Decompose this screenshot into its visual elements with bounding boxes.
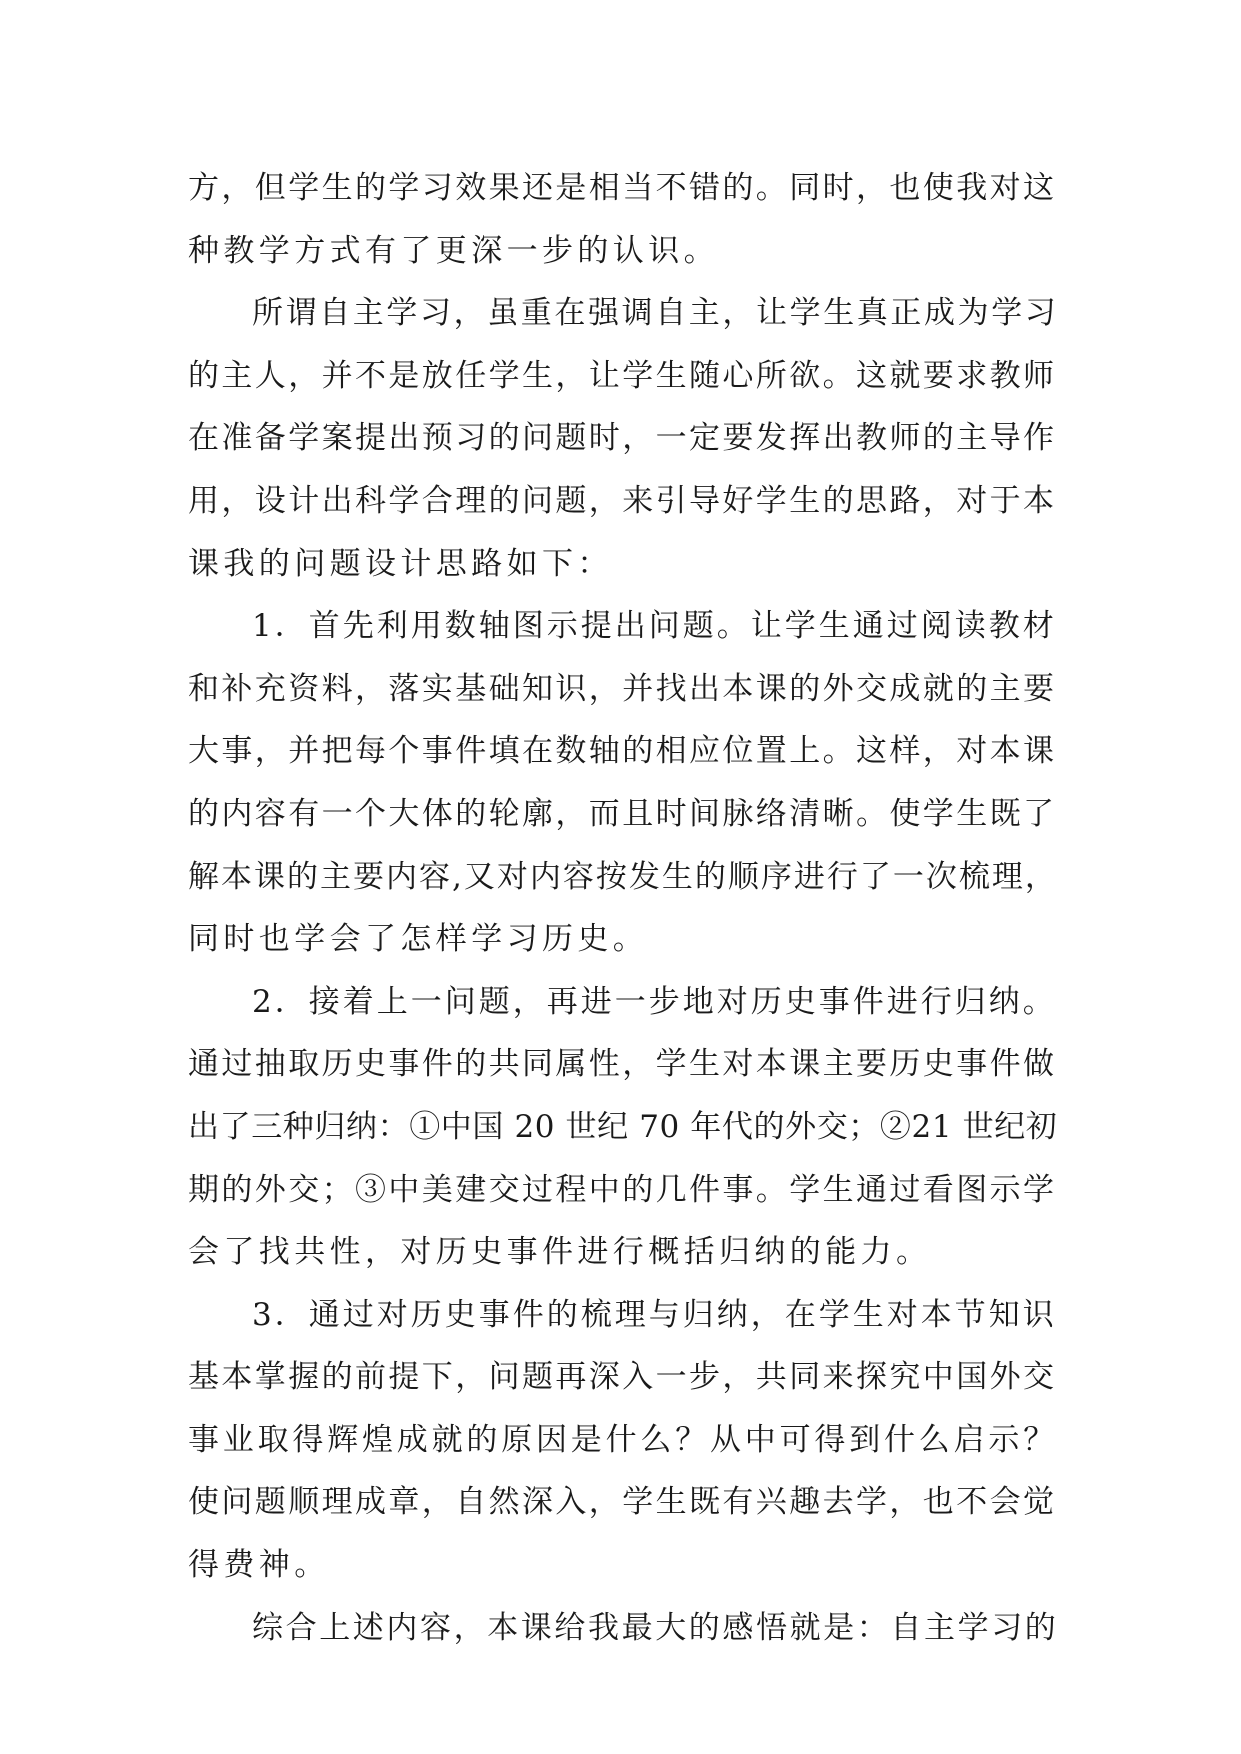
text-line: 通过抽取历史事件的共同属性，学生对本课主要历史事件做 [188, 1046, 1057, 1083]
text-line: 用，设计出科学合理的问题，来引导好学生的思路，对于本 [188, 482, 1057, 519]
text-line: 同时也学会了怎样学习历史。 [188, 921, 649, 958]
text-line: 出了三种归纳：①中国 20 世纪 70 年代的外交；②21 世纪初 [188, 1108, 1058, 1145]
text-line: 会了找共性，对历史事件进行概括归纳的能力。 [188, 1234, 932, 1271]
text-line: 基本掌握的前提下，问题再深入一步，共同来探究中国外交 [188, 1359, 1057, 1396]
text-line: 综合上述内容，本课给我最大的感悟就是：自主学习的 [252, 1609, 1059, 1646]
text-line: 3．通过对历史事件的梳理与归纳，在学生对本节知识 [252, 1296, 1057, 1333]
text-line: 得费神。 [188, 1547, 330, 1584]
text-line: 的主人，并不是放任学生，让学生随心所欲。这就要求教师 [188, 357, 1057, 394]
text-column [188, 157, 1058, 1659]
text-line: 1．首先利用数轴图示提出问题。让学生通过阅读教材 [252, 608, 1057, 645]
text-line: 事业取得辉煌成就的原因是什么？从中可得到什么启示？ [188, 1421, 1058, 1458]
text-line: 种教学方式有了更深一步的认识。 [188, 232, 719, 269]
text-line: 的内容有一个大体的轮廓，而且时间脉络清晰。使学生既了 [188, 795, 1057, 832]
text-line: 和补充资料，落实基础知识，并找出本课的外交成就的主要 [188, 670, 1057, 707]
text-line: 课我的问题设计思路如下： [188, 545, 613, 582]
text-line: 方，但学生的学习效果还是相当不错的。同时，也使我对这 [188, 170, 1057, 206]
text-line: 在准备学案提出预习的问题时，一定要发挥出教师的主导作 [188, 420, 1057, 457]
text-line: 解本课的主要内容,又对内容按发生的顺序进行了一次梳理， [188, 858, 1058, 895]
text-line: 所谓自主学习，虽重在强调自主，让学生真正成为学习 [252, 295, 1059, 332]
text-line: 2．接着上一问题，再进一步地对历史事件进行归纳。 [252, 983, 1057, 1020]
text-line: 期的外交；③中美建交过程中的几件事。学生通过看图示学 [188, 1171, 1057, 1208]
text-line: 大事，并把每个事件填在数轴的相应位置上。这样，对本课 [188, 733, 1057, 770]
text-line: 使问题顺理成章，自然深入，学生既有兴趣去学，也不会觉 [188, 1484, 1057, 1521]
